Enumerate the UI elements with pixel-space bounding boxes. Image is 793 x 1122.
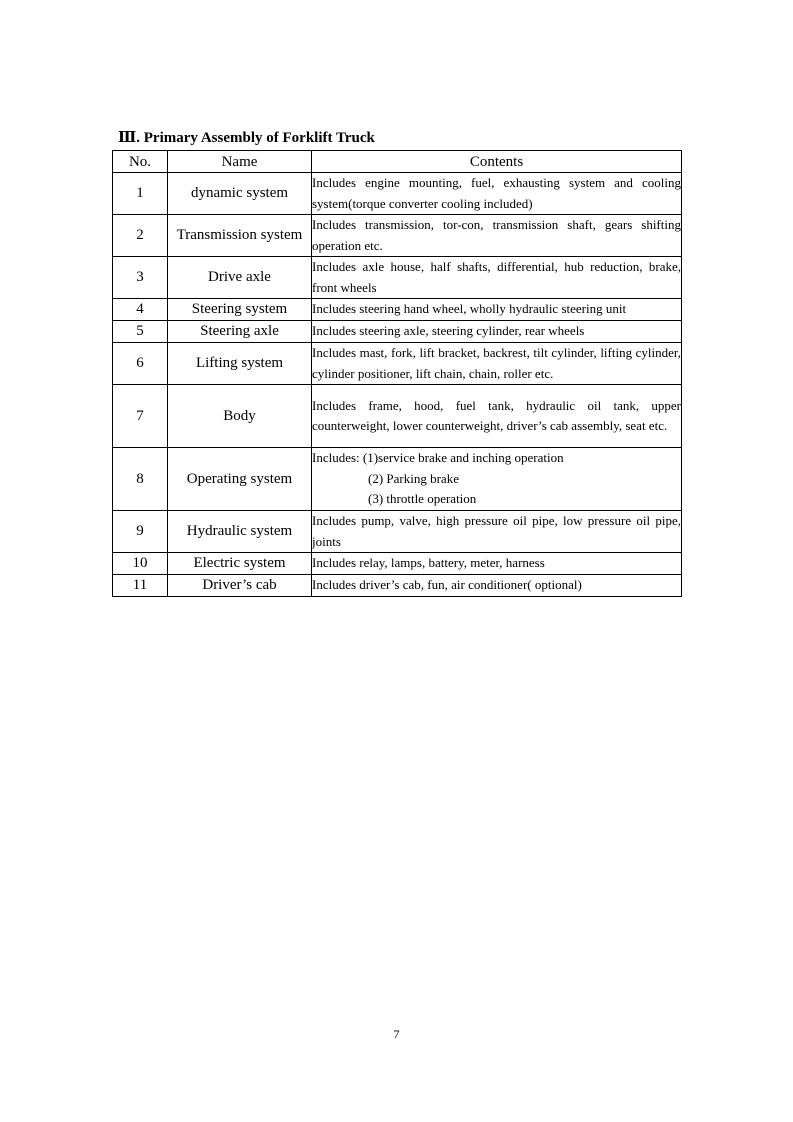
- row-number: 2: [113, 215, 168, 257]
- contents-text: Includes transmission, tor-con, transmission shaft, gears shifting operation etc.: [312, 217, 681, 253]
- table-row: [113, 553, 682, 575]
- row-contents: [312, 385, 682, 448]
- row-name: Drive axle: [168, 257, 312, 299]
- contents-text: Includes frame, hood, fuel tank, hydraulic oil tank, upper counterweight, lower counterweight, driver’s cab assembly, seat etc.: [312, 397, 681, 433]
- contents-text: (2) Parking brake: [368, 470, 459, 486]
- row-number: 5: [113, 321, 168, 343]
- contents-text: Includes mast, fork, lift bracket, backrest, tilt cylinder, lifting cylinder, cylinder positioner, lift chain, chain, roller etc.: [312, 345, 681, 381]
- contents-text: Includes pump, valve, high pressure oil pipe, low pressure oil pipe, joints: [312, 513, 681, 549]
- row-contents: [312, 448, 682, 511]
- row-contents: [312, 299, 682, 321]
- table-row: [113, 385, 682, 448]
- table-row: [113, 321, 682, 343]
- table-row: [113, 511, 682, 553]
- row-number: 3: [113, 257, 168, 299]
- row-number: 11: [113, 575, 168, 597]
- row-contents: [312, 511, 682, 553]
- page-number: 7: [393, 1027, 400, 1041]
- contents-text: Includes steering hand wheel, wholly hydraulic steering unit: [312, 301, 627, 317]
- contents-text: Includes axle house, half shafts, differential, hub reduction, brake, front wheels: [312, 259, 681, 295]
- contents-text: Includes driver’s cab, fun, air conditioner( optional): [312, 577, 582, 593]
- table-header-row: [113, 151, 682, 173]
- row-number: 10: [113, 553, 168, 575]
- row-number: 4: [113, 299, 168, 321]
- row-number: 7: [113, 385, 168, 448]
- table-row: [113, 257, 682, 299]
- row-number: 6: [113, 343, 168, 385]
- table-row: [113, 448, 682, 511]
- row-contents: [312, 321, 682, 343]
- table-row: [113, 343, 682, 385]
- row-contents: [312, 173, 682, 215]
- contents-text: (3) throttle operation: [368, 491, 477, 507]
- row-number: 9: [113, 511, 168, 553]
- table-row: [113, 575, 682, 597]
- table-row: [113, 173, 682, 215]
- contents-text: Includes steering axle, steering cylinder, rear wheels: [312, 323, 585, 339]
- row-name: Steering system: [168, 299, 312, 321]
- row-name: Lifting system: [168, 343, 312, 385]
- contents-text: Includes relay, lamps, battery, meter, harness: [312, 555, 545, 571]
- contents-text: Includes engine mounting, fuel, exhausting system and cooling system(torque converter cooling included): [312, 175, 681, 211]
- row-contents: [312, 215, 682, 257]
- row-name: Operating system: [168, 448, 312, 511]
- table-row: [113, 215, 682, 257]
- header-name: Name: [168, 151, 312, 173]
- row-contents: [312, 553, 682, 575]
- table-row: [113, 299, 682, 321]
- row-number: 1: [113, 173, 168, 215]
- assembly-table: [112, 150, 682, 597]
- row-contents: [312, 257, 682, 299]
- header-contents: Contents: [312, 151, 682, 173]
- row-name: Driver’s cab: [168, 575, 312, 597]
- row-name: Hydraulic system: [168, 511, 312, 553]
- row-number: 8: [113, 448, 168, 511]
- row-name: Transmission system: [168, 215, 312, 257]
- row-name: Body: [168, 385, 312, 448]
- row-contents: [312, 575, 682, 597]
- row-name: dynamic system: [168, 173, 312, 215]
- header-no: No.: [113, 151, 168, 173]
- row-name: Steering axle: [168, 321, 312, 343]
- contents-text: Includes: (1)service brake and inching operation: [312, 450, 564, 466]
- section-heading: Ⅲ. Primary Assembly of Forklift Truck: [118, 130, 375, 146]
- row-contents: [312, 343, 682, 385]
- row-name: Electric system: [168, 553, 312, 575]
